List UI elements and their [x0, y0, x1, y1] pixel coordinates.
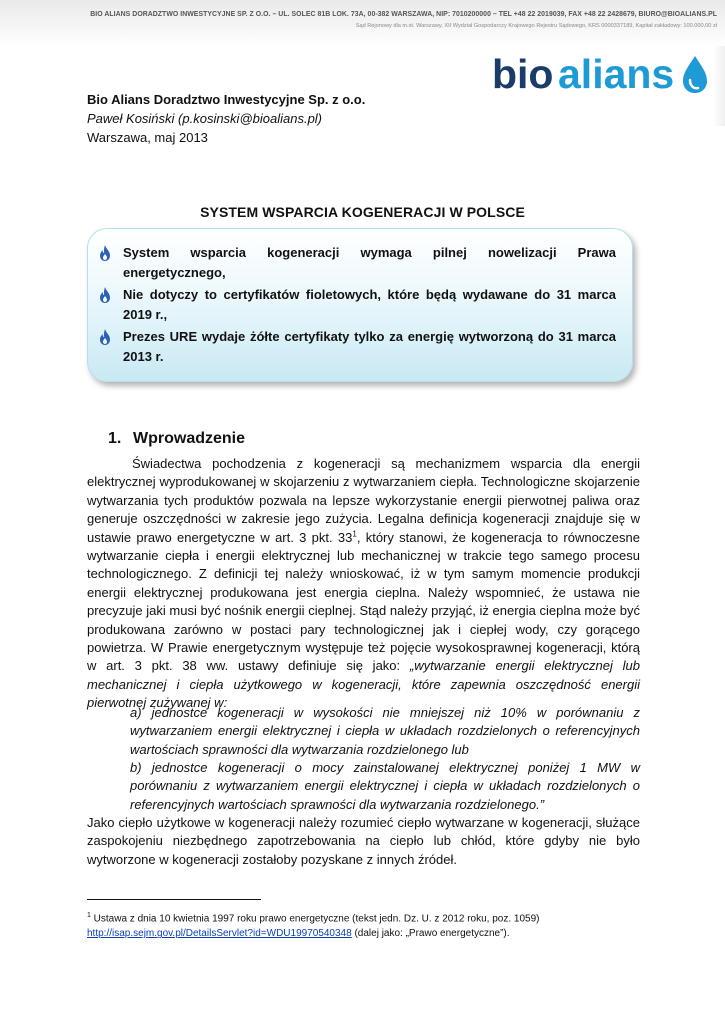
letterhead-edge-decoration: [713, 46, 725, 126]
key-point: [123, 327, 616, 367]
letterhead-bar: [0, 0, 725, 46]
section-number: 1.: [108, 430, 122, 447]
flame-bullet-icon: [99, 245, 111, 261]
sender-company: Bio Alians Doradztwo Inwestycyjne Sp. z o.o.: [87, 92, 366, 107]
key-point-text: System wsparcia kogeneracji wymaga pilnej nowelizacji Prawa energetycznego,: [123, 245, 616, 280]
logo-text-bio: bio: [492, 51, 554, 97]
footnote: [87, 908, 640, 941]
logo-text-alians: alians: [558, 51, 675, 97]
paragraph-text: Świadectwa pochodzenia z kogeneracji są mechanizmem wsparcia dla energii elektrycznej wyprodukowanej w skojarzeniu z wytwarzaniem ciepła. Technologiczne skojarzenie wytwarzania tych produktów pozwala na lepsze wykorzystanie energii pierwotnej paliwa oraz generuje oszczędności w zakresie jego zużycia. Legalna definicja kogeneracji znajduje się w ustawie prawo energetyczne w art. 3 pkt. 33: [87, 456, 640, 545]
paragraph-useful-heat: Jako ciepło użytkowe w kogeneracji należy rozumieć ciepło wytwarzane w kogeneracji, służące zaspokojeniu niezbędnego zapotrzebowania na ciepło lub chłód, które gdyby nie było wytworzone w kogeneracji zostałoby pozyskane z innych źródeł.: [87, 815, 640, 867]
key-point-text: Prezes URE wydaje żółte certyfikaty tylko za energię wytworzoną do 31 marca 2013 r.: [123, 329, 616, 364]
footnote-text: Ustawa z dnia 10 kwietnia 1997 roku prawo energetyczne (tekst jedn. Dz. U. z 2012 roku, poz. 1059): [90, 913, 540, 925]
key-points-box: [87, 228, 633, 382]
section-title: Wprowadzenie: [133, 430, 246, 447]
section-heading: [108, 430, 245, 448]
definition-quote: „wytwarzanie energii elektrycznej lub mechanicznej i ciepła użytkowego w kogeneracji, które zapewnia oszczędność energii pierwotnej zużywanej w:: [87, 658, 640, 711]
paragraph-intro: [87, 455, 640, 713]
flame-bullet-icon: [99, 287, 111, 303]
definition-item-b: b) jednostce kogeneracji o mocy zainstalowanej elektrycznej poniżej 1 MW w porównaniu z wytwarzaniem energii elektrycznej i ciepła w układach rozdzielonych o referencyjnych wartościach sprawności dla wytwarzania rozdzielonego.”: [130, 760, 640, 812]
sender-block: [87, 90, 365, 147]
footnote-separator: [87, 899, 261, 900]
sender-person: Paweł Kosiński (p.kosinski@bioalians.pl): [87, 111, 323, 126]
flame-bullet-icon: [99, 329, 111, 345]
footnote-link-suffix: (dalej jako: „Prawo energetyczne”).: [351, 928, 510, 940]
footnote-ref[interactable]: 1: [352, 529, 357, 539]
definition-item-a: a) jednostce kogeneracji w wysokości nie mniejszej niż 10% w porównaniu z wytwarzaniem energii elektrycznej i ciepła w układach rozdzielonych o referencyjnych wartościach sprawności dla wytwarzania rozdzielonego lub: [130, 705, 640, 757]
document-title: SYSTEM WSPARCIA KOGENERACJI W POLSCE: [200, 204, 525, 220]
bioalians-logo: [490, 50, 710, 100]
key-point: [123, 285, 616, 325]
paragraph-text: , który stanowi, że kogeneracja to równoczesne wytwarzanie ciepła i energii elektrycznej lub mechanicznej w trakcie tego samego procesu technologicznego. Z definicji tej należy wnioskować, iż w tym samym momencie produkcji energii elektrycznej produkowana jest energia cieplna. Należy wspomnieć, że ustawa nie precyzuje jaki musi być nośnik energii cieplnej. Stąd należy przyjąć, iż energia cieplna może być produkowana zarówno w postaci pary technologicznej jak i ciepłej wody, czy gorącego powietrza. W Prawie energetycznym występuje też pojęcie wysokosprawnej kogeneracji, którą w art. 3 pkt. 38 ww. ustawy definiuje się jako:: [87, 529, 640, 674]
sender-place-date: Warszawa, maj 2013: [87, 130, 208, 145]
letterhead-address: BIO ALIANS DORADZTWO INWESTYCYJNE SP. Z O.O. – UL. SOLEC 81B LOK. 73A, 00-382 WARSZAWA, NIP: 7010200000 – TEL +48 22 2019039, FAX +48 22 2428679, BIURO@BIOALIANS.PL: [90, 11, 717, 18]
footnote-marker: 1: [87, 912, 91, 919]
key-point: [123, 243, 616, 283]
letterhead-registry: Sąd Rejonowy dla m.st. Warszawy, XII Wydział Gospodarczy Krajowego Rejestru Sądowego, KRS 0000337189, Kapitał zakładowy: 100.000,00 zł: [355, 23, 717, 29]
key-point-text: Nie dotyczy to certyfikatów fioletowych, które będą wydawane do 31 marca 2019 r.,: [123, 287, 616, 322]
footnote-link[interactable]: http://isap.sejm.gov.pl/DetailsServlet?id=WDU19970540348: [87, 928, 352, 940]
